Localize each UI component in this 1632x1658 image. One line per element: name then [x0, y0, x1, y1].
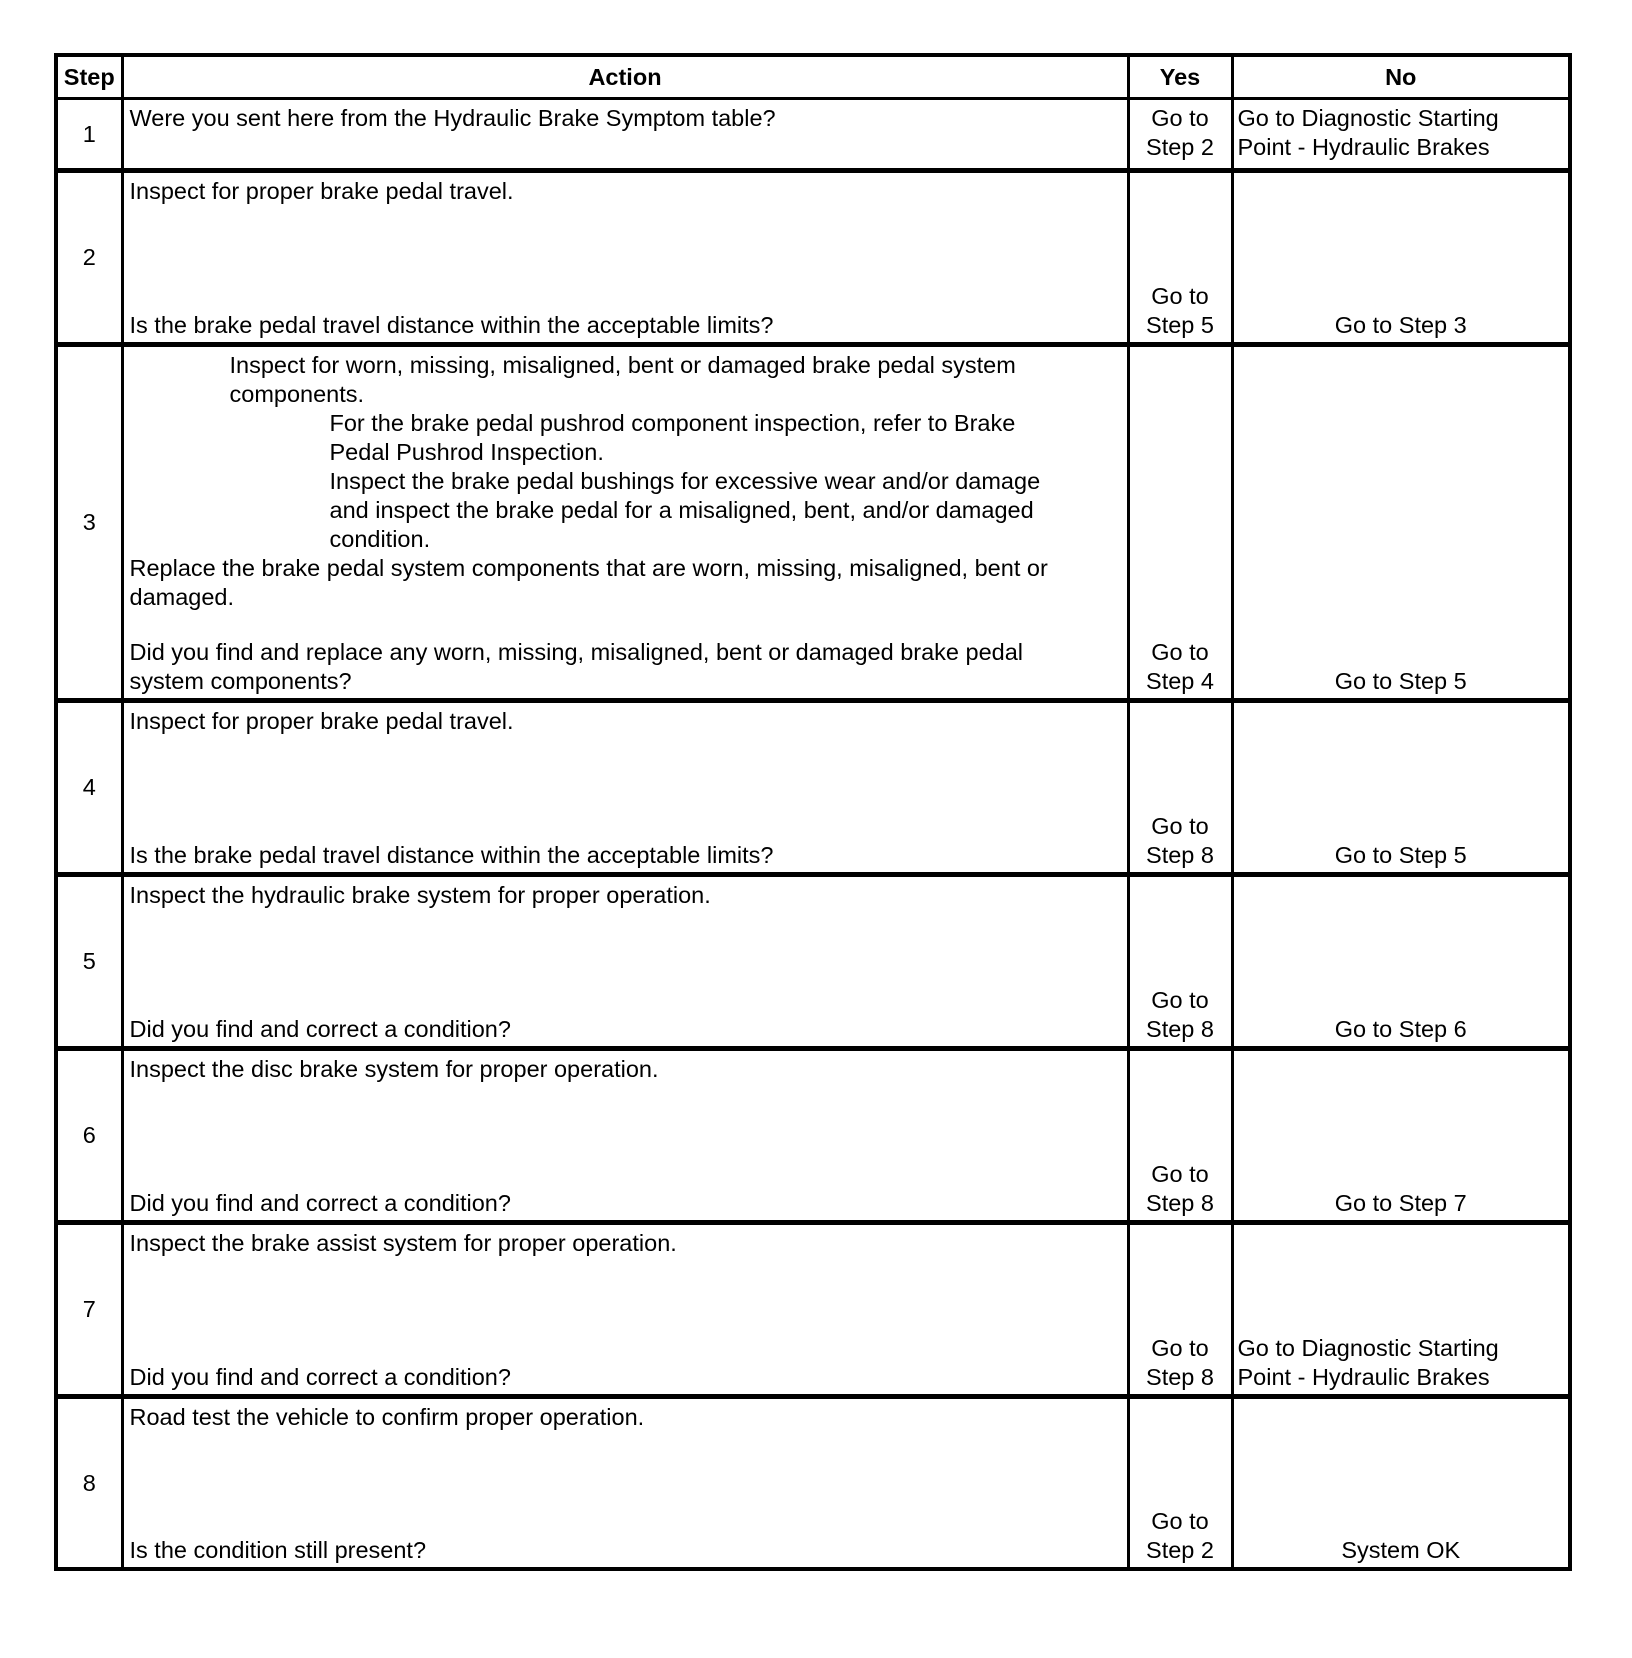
yes-link-line1: Go to: [1151, 105, 1209, 131]
action-line: Did you find and replace any worn, missing, misaligned, bent or damaged brake pedal: [129, 639, 1024, 665]
action-question: Did you find and correct a condition?: [129, 1364, 511, 1390]
no-link-line1: Go to Step 3: [1334, 312, 1467, 338]
table-row: [56, 99, 1570, 171]
table-row: [56, 1397, 1570, 1570]
step-number: 3: [56, 345, 122, 701]
yes-link-line2: Step 2: [1146, 1537, 1214, 1563]
no-link-line1: Go to Diagnostic Starting: [1237, 1335, 1499, 1361]
action-line: For the brake pedal pushrod component inspection, refer to Brake: [329, 410, 1016, 436]
yes-link-line2: Step 8: [1146, 1016, 1214, 1042]
no-cell: [1232, 345, 1570, 701]
action-question: Did you find and correct a condition?: [129, 1190, 511, 1216]
no-cell: [1232, 171, 1570, 345]
no-cell: [1232, 701, 1570, 875]
step-number: 8: [56, 1397, 122, 1570]
action-line: damaged.: [129, 584, 235, 610]
table-row: [56, 345, 1570, 701]
action-instructions: [130, 351, 1121, 612]
action-line: Inspect the brake pedal bushings for excessive wear and/or damage: [329, 468, 1041, 494]
yes-link-line2: Step 8: [1146, 842, 1214, 868]
action-text: Inspect for proper brake pedal travel.: [129, 708, 514, 734]
action-text: Inspect the brake assist system for proper operation.: [129, 1230, 677, 1256]
action-line: Inspect for worn, missing, misaligned, bent or damaged brake pedal system: [229, 352, 1016, 378]
yes-cell: [1128, 1397, 1232, 1570]
yes-link-line1: Go to: [1151, 283, 1209, 309]
yes-link-line1: Go to: [1151, 639, 1209, 665]
action-text: Inspect for proper brake pedal travel.: [129, 178, 514, 204]
no-link-line2: Point - Hydraulic Brakes: [1237, 1364, 1490, 1390]
table-row: [56, 171, 1570, 345]
action-text: Road test the vehicle to confirm proper operation.: [129, 1404, 645, 1430]
action-text: Inspect the disc brake system for proper operation.: [129, 1056, 659, 1082]
action-cell: [122, 1223, 1128, 1397]
action-question: Is the brake pedal travel distance within the acceptable limits?: [129, 842, 774, 868]
yes-cell: [1128, 875, 1232, 1049]
no-cell: [1232, 1223, 1570, 1397]
yes-cell: [1128, 345, 1232, 701]
action-line: and inspect the brake pedal for a misaligned, bent, and/or damaged: [329, 497, 1034, 523]
action-text: Inspect the hydraulic brake system for proper operation.: [129, 882, 711, 908]
action-question: Is the condition still present?: [129, 1537, 427, 1563]
action-cell: [122, 99, 1128, 171]
action-question: Is the brake pedal travel distance within the acceptable limits?: [129, 312, 774, 338]
no-cell: [1232, 875, 1570, 1049]
yes-link-line2: Step 8: [1146, 1364, 1214, 1390]
yes-cell: [1128, 1223, 1232, 1397]
no-link-line2: Point - Hydraulic Brakes: [1237, 134, 1490, 160]
yes-cell: [1128, 701, 1232, 875]
action-cell: [122, 345, 1128, 701]
no-link-line1: Go to Step 6: [1334, 1016, 1467, 1042]
table-row: [56, 875, 1570, 1049]
yes-link-line2: Step 2: [1146, 134, 1214, 160]
header-no: No: [1232, 55, 1570, 99]
action-cell: [122, 171, 1128, 345]
yes-link-line1: Go to: [1151, 1161, 1209, 1187]
step-number: 1: [56, 99, 122, 171]
table-row: [56, 701, 1570, 875]
action-cell: [122, 1397, 1128, 1570]
action-line: Replace the brake pedal system components that are worn, missing, misaligned, bent or: [129, 555, 1048, 581]
yes-link-line2: Step 8: [1146, 1190, 1214, 1216]
yes-cell: [1128, 1049, 1232, 1223]
header-step: Step: [56, 55, 122, 99]
no-link-line1: Go to Step 5: [1334, 842, 1467, 868]
no-cell: [1232, 1397, 1570, 1570]
no-cell: [1232, 1049, 1570, 1223]
table-row: [56, 1223, 1570, 1397]
no-link-line1: Go to Diagnostic Starting: [1237, 105, 1499, 131]
yes-link-line2: Step 5: [1146, 312, 1214, 338]
yes-cell: [1128, 99, 1232, 171]
action-line: Pedal Pushrod Inspection.: [329, 439, 604, 465]
header-yes: Yes: [1128, 55, 1232, 99]
step-number: 6: [56, 1049, 122, 1223]
yes-link-line1: Go to: [1151, 813, 1209, 839]
step-number: 4: [56, 701, 122, 875]
action-line: components.: [229, 381, 365, 407]
header-row: [56, 55, 1570, 99]
no-link-line1: Go to Step 7: [1334, 1190, 1467, 1216]
no-link-line1: System OK: [1341, 1537, 1461, 1563]
action-text: Were you sent here from the Hydraulic Brake Symptom table?: [129, 105, 776, 131]
diagnostic-table: [54, 53, 1572, 1571]
action-question: Did you find and correct a condition?: [129, 1016, 511, 1042]
no-cell: [1232, 99, 1570, 171]
action-line: system components?: [129, 668, 352, 694]
action-cell: [122, 875, 1128, 1049]
no-link-line1: Go to Step 5: [1334, 668, 1467, 694]
yes-link-line2: Step 4: [1146, 668, 1214, 694]
action-line: condition.: [329, 526, 431, 552]
table-row: [56, 1049, 1570, 1223]
yes-link-line1: Go to: [1151, 987, 1209, 1013]
step-number: 2: [56, 171, 122, 345]
step-number: 5: [56, 875, 122, 1049]
yes-link-line1: Go to: [1151, 1335, 1209, 1361]
action-question: [130, 638, 1121, 696]
action-cell: [122, 1049, 1128, 1223]
step-number: 7: [56, 1223, 122, 1397]
action-cell: [122, 701, 1128, 875]
yes-link-line1: Go to: [1151, 1508, 1209, 1534]
yes-cell: [1128, 171, 1232, 345]
header-action: Action: [122, 55, 1128, 99]
